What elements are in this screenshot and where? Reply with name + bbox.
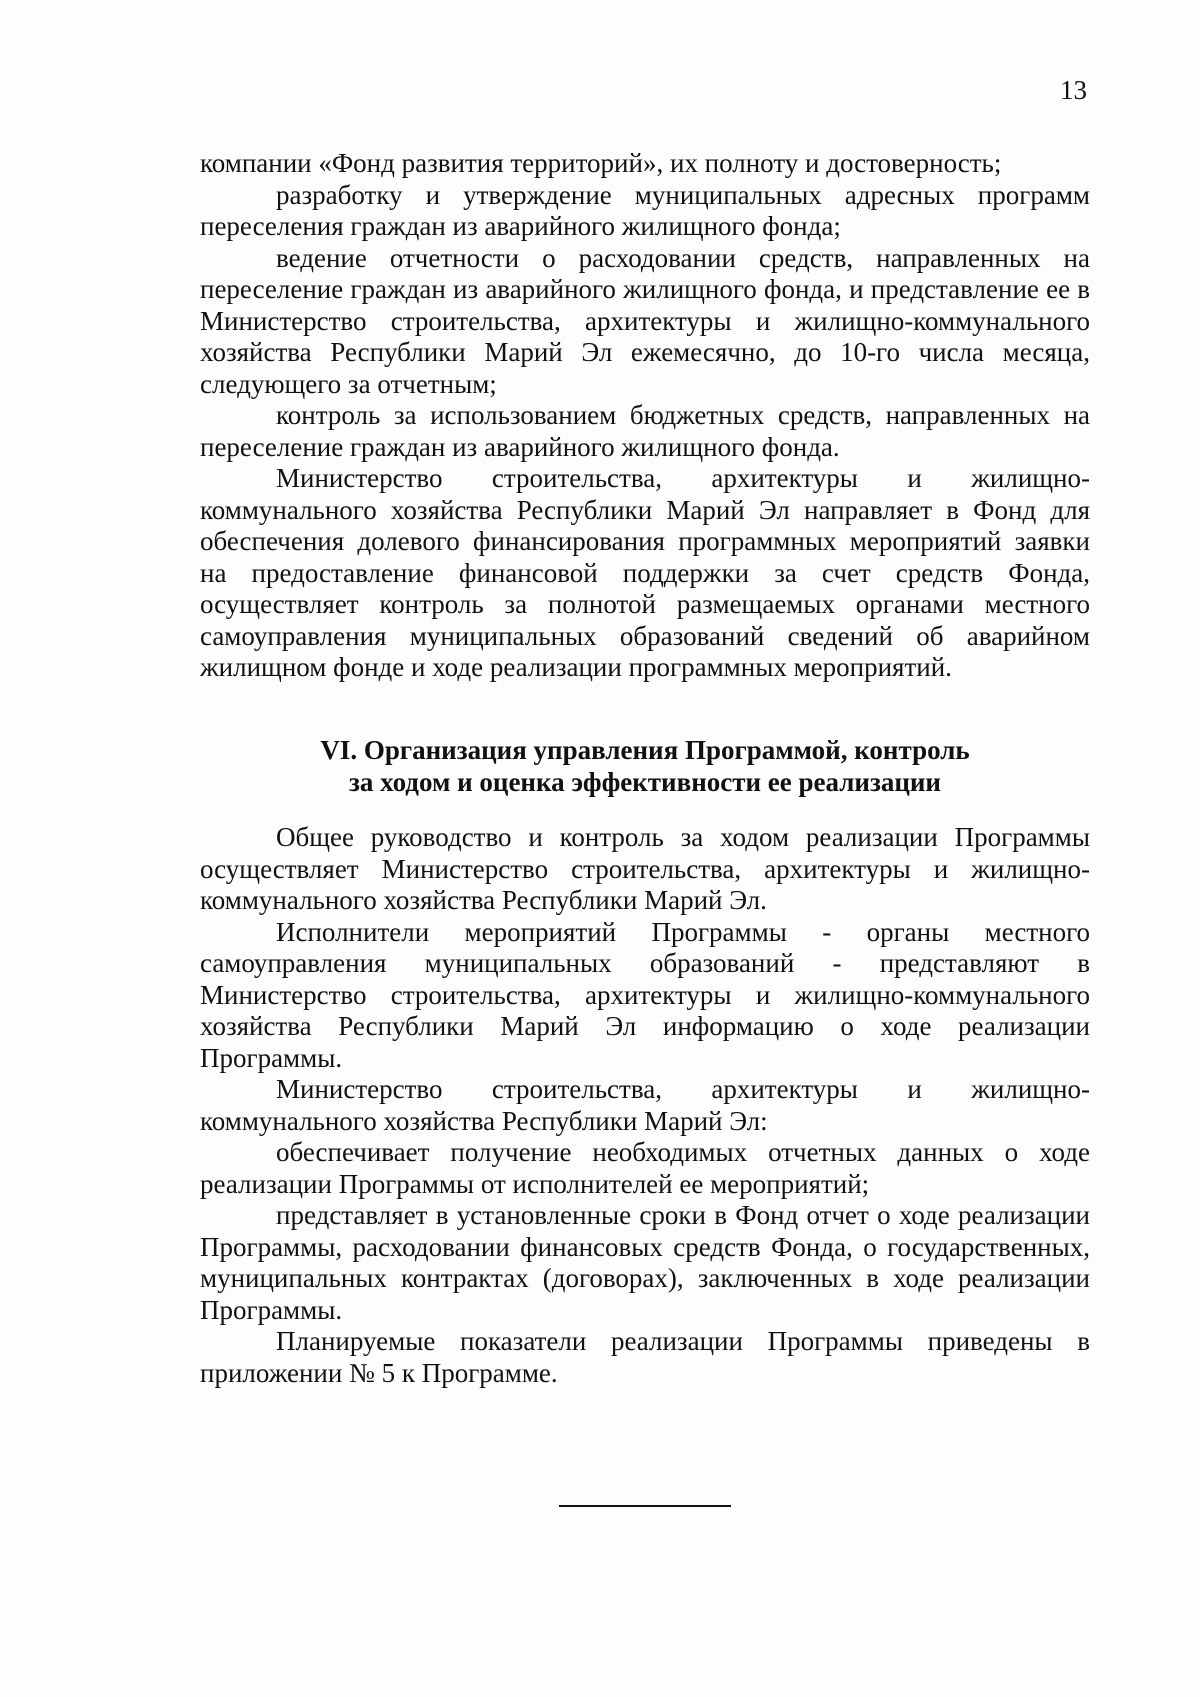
paragraph: разработку и утверждение муниципальных адресных программ переселения граждан из аварийного жилищного фонда; — [200, 179, 1090, 241]
paragraph: компании «Фонд развития территорий», их полноту и достоверность; — [200, 148, 1002, 178]
section-heading-line: VI. Организация управления Программой, контроль — [320, 735, 970, 765]
paragraph: обеспечивает получение необходимых отчетных данных о ходе реализации Программы от исполнителей ее мероприятий; — [200, 1137, 1090, 1199]
paragraph: Планируемые показатели реализации Программы приведены в приложении № 5 к Программе. — [200, 1326, 1090, 1388]
closing-divider — [559, 1505, 731, 1507]
paragraph: Министерство строительства, архитектуры и жилищно-коммунального хозяйства Республики Марий Эл направляет в Фонд для обеспечения долевого финансирования программных мероприятий заявки на предоставление финансовой поддержки за счет средств Фонда, осуществляет контроль за полнотой размещаемых органами местного самоуправления муниципальных образований сведений об аварийном жилищном фонде и ходе реализации программных мероприятий. — [200, 463, 1090, 682]
section-heading-line: за ходом и оценка эффективности ее реализации — [349, 767, 941, 797]
paragraph: контроль за использованием бюджетных средств, направленных на переселение граждан из аварийного жилищного фонда. — [200, 400, 1090, 462]
paragraph: Исполнители мероприятий Программы - органы местного самоуправления муниципальных образований - представляют в Министерство строительства, архитектуры и жилищно-коммунального хозяйства Республики Марий Эл информацию о ходе реализации Программы. — [200, 916, 1090, 1073]
paragraph: Общее руководство и контроль за ходом реализации Программы осуществляет Министерство строительства, архитектуры и жилищно-коммунального хозяйства Республики Марий Эл. — [200, 822, 1090, 915]
page-number: 13 — [1060, 75, 1087, 105]
paragraph: ведение отчетности о расходовании средств, направленных на переселение граждан из аварийного жилищного фонда, и представление ее в Министерство строительства, архитектуры и жилищно-коммунального хозяйства Республики Марий Эл ежемесячно, до 10-го числа месяца, следующего за отчетным; — [200, 242, 1090, 399]
paragraph: Министерство строительства, архитектуры и жилищно-коммунального хозяйства Республики Марий Эл: — [200, 1074, 1090, 1136]
section-body-management — [200, 822, 1090, 1389]
section-body-responsibilities — [200, 148, 1090, 684]
section-heading — [200, 734, 1090, 798]
paragraph: представляет в установленные сроки в Фонд отчет о ходе реализации Программы, расходовании финансовых средств Фонда, о государственных, муниципальных контрактах (договорах), заключенных в ходе реализации Программы. — [200, 1200, 1090, 1325]
